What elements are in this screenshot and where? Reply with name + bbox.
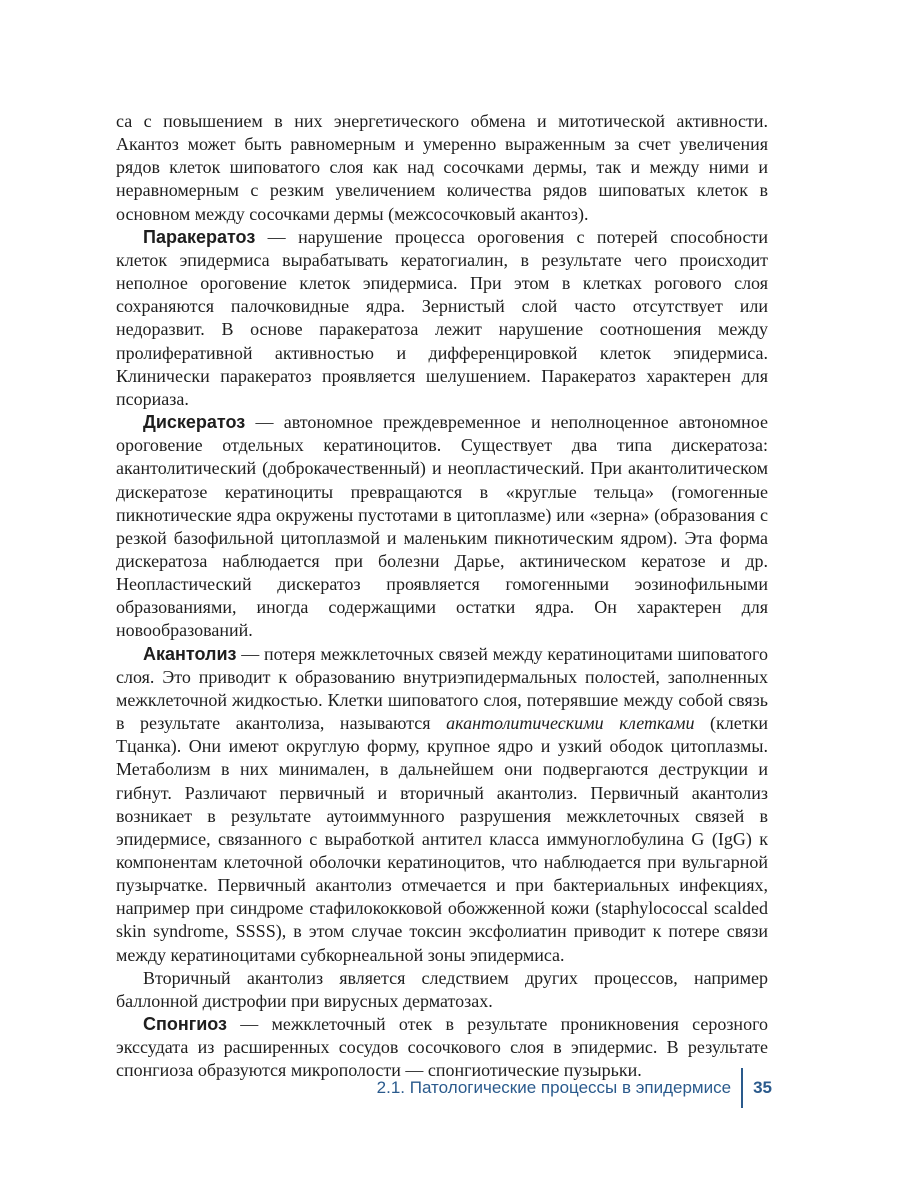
definition-parakeratosis: — нарушение процесса ороговения с потерей способности клеток эпидермиса вырабатывать кератогиалин, в результате чего происходит неполное ороговение клеток эпидермиса. При этом в клетках рогового слоя сохраняются палочковидные ядра. Зернистый слой часто отсутствует или недоразвит. В основе паракератоза лежит нарушение соотношения между пролиферативной активностью и дифференцировкой клеток эпидермиса. Клинически паракератоз проявляется шелушением. Паракератоз характерен для псориаза. (116, 226, 768, 409)
running-footer (377, 1068, 772, 1108)
paragraph-continuation (116, 110, 768, 226)
definition-dyskeratosis: — автономное преждевременное и неполноценное автономное ороговение отдельных кератиноцитов. Существует два типа дискератоза: акантолитический (доброкачественный) и неопластический. При акантолитическом дискератозе кератиноциты превращаются в «круглые тельца» (гомогенные пикнотические ядра окружены пустотами в цитоплазме) или «зерна» (образования с резкой базофильной цитоплазмой и маленьким пикнотическим ядром). Эта форма дискератоза наблюдается при болезни Дарье, актиническом кератозе и др. Неопластический дискератоз проявляется гомогенными эозинофильными образованиями, иногда содержащими остатки ядра. Он характерен для новообразований. (116, 412, 768, 641)
page-number: 35 (753, 1078, 772, 1097)
definition-acantholysis-a: — потеря межклеточных связей между кератиноцитами шиповатого слоя. Это приводит к образованию внутриэпидермальных полостей, заполненных межклеточной жидкостью. Клетки шиповатого слоя, потерявшие между собой связь в результате акантолиза, называются (116, 643, 768, 734)
body-text (116, 110, 768, 1083)
paragraph-acantholysis (116, 643, 768, 967)
paragraph-text: Вторичный акантолиз является следствием других процессов, например баллонной дистрофии при вирусных дерматозах. (116, 967, 768, 1011)
term-acantholysis: Акантолиз (143, 643, 237, 664)
italic-term: акантолитическими клетками (446, 713, 695, 734)
section-title: 2.1. Патологические процессы в эпидермисе (376, 1078, 732, 1097)
term-dyskeratosis: Дискератоз (143, 412, 246, 433)
paragraph-secondary-acantholysis (116, 967, 768, 1013)
paragraph-dyskeratosis (116, 411, 768, 643)
definition-acantholysis-b: (клетки Тцанка). Они имеют округлую форму, крупное ядро и узкий ободок цитоплазмы. Метаболизм в них минимален, в дальнейшем они подвергаются деструкции и гибнут. Различают первичный и вторичный акантолиз. Первичный акантолиз возникает в результате аутоиммунного разрушения межклеточных связей в эпидермисе, связанного с выработкой антител класса иммуноглобулина G (IgG) к компонентам клеточной оболочки кератиноцитов, что наблюдается при вульгарной пузырчатке. Первичный акантолиз отмечается и при бактериальных инфекциях, например при синдроме стафилококковой обожженной кожи (staphylococcal scalded skin syndrome, SSSS), в этом случае токсин эксфолиатин приводит к потере связи между кератиноцитами субкорнеальной зоны эпидермиса. (116, 713, 768, 965)
term-parakeratosis: Паракератоз (143, 226, 256, 247)
definition-spongiosis: — межклеточный отек в результате проникновения серозного экссудата из расширенных сосудов сосочкового слоя в эпидермис. В результате спонгиоза образуются микрополости — спонгиотические пузырьки. (116, 1014, 768, 1081)
paragraph-parakeratosis (116, 226, 768, 411)
footer-divider (741, 1068, 743, 1108)
paragraph-text: са с повышением в них энергетического обмена и митотической активности. Акантоз может быть равномерным и умеренно выраженным за счет увеличения рядов клеток шиповатого слоя как над сосочками дермы, так и между ними и неравномерным с резким увеличением количества рядов шиповатых клеток в основном между сосочками дермы (межсосочковый акантоз). (116, 111, 768, 224)
term-spongiosis: Спонгиоз (143, 1014, 228, 1035)
